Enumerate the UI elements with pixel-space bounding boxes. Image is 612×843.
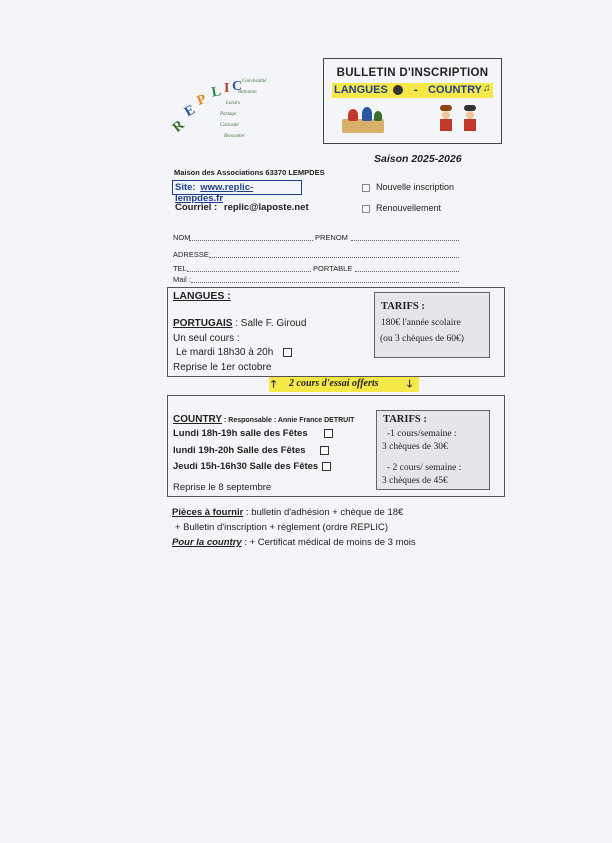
title-box bbox=[323, 58, 502, 144]
site-line bbox=[172, 180, 302, 204]
logo bbox=[172, 76, 272, 142]
option-renew[interactable] bbox=[362, 203, 441, 213]
pieces-text: : bulletin d'adhésion + chèque de 18€ bbox=[243, 507, 404, 518]
label-portable: PORTABLE bbox=[313, 264, 353, 273]
country-slot-2-label: lundi 19h-20h Salle des Fêtes bbox=[173, 445, 306, 456]
checkbox-renew[interactable] bbox=[362, 205, 370, 213]
tagline-1: Convivialité bbox=[242, 79, 267, 84]
langues-box bbox=[167, 287, 505, 377]
option-new-label: Nouvelle inscription bbox=[376, 182, 455, 192]
pieces-line-2: + Bulletin d'inscription + règlement (ordre REPLIC) bbox=[175, 522, 389, 533]
tagline-2: Initiation bbox=[238, 90, 257, 95]
country-slot-3-label: Jeudi 15h-16h30 Salle des Fêtes bbox=[173, 461, 319, 472]
checkbox-slot-2[interactable] bbox=[320, 446, 329, 455]
svg-text:I: I bbox=[224, 81, 230, 96]
option-new[interactable] bbox=[362, 182, 454, 192]
form-row-tel bbox=[173, 264, 459, 274]
country-tarifs-title: TARIFS : bbox=[383, 414, 427, 425]
tagline-4: Partage bbox=[220, 112, 237, 117]
country-tarifs-l2: 3 chèques de 30€ bbox=[382, 442, 448, 452]
logo-taglines bbox=[212, 76, 266, 142]
label-prenom: PRENOM bbox=[315, 233, 348, 242]
form-row-nom bbox=[173, 233, 459, 243]
langues-tarifs-title: TARIFS : bbox=[381, 301, 425, 312]
label-adresse: ADRESSE bbox=[173, 250, 209, 259]
option-renew-label: Renouvellement bbox=[376, 203, 442, 213]
label-mail: Mail : bbox=[173, 275, 191, 284]
email-label: Courriel : bbox=[175, 202, 218, 213]
langues-room: : Salle F. Giroud bbox=[232, 318, 307, 329]
country-heading: COUNTRY bbox=[173, 414, 223, 425]
arrow-up-icon: 🡑 bbox=[271, 379, 277, 390]
langues-heading: LANGUES : bbox=[173, 290, 231, 302]
trial-banner bbox=[269, 377, 419, 392]
subtitle-country: COUNTRY bbox=[428, 84, 482, 96]
country-cert-label: Pour la country bbox=[172, 537, 242, 548]
langues-tarifs bbox=[374, 292, 490, 358]
country-tarifs-l3: - 2 cours/ semaine : bbox=[387, 463, 462, 473]
label-nom: NOM bbox=[173, 233, 191, 242]
pieces-label: Pièces à fournir bbox=[172, 507, 244, 518]
field-portable[interactable] bbox=[355, 271, 459, 272]
globe-icon bbox=[393, 85, 403, 95]
arrow-down-icon: 🡓 bbox=[407, 379, 413, 390]
country-slot-1 bbox=[173, 428, 333, 439]
subtitle-langues: LANGUES bbox=[334, 84, 388, 96]
country-slot-3 bbox=[173, 461, 331, 472]
country-slot-1-label: Lundi 18h-19h salle des Fêtes bbox=[173, 428, 308, 439]
title: BULLETIN D'INSCRIPTION bbox=[336, 67, 489, 79]
trial-text: 2 cours d'essai offerts bbox=[289, 378, 379, 389]
books-illustration bbox=[338, 103, 388, 137]
langues-slot-row bbox=[176, 347, 292, 358]
checkbox-new[interactable] bbox=[362, 184, 370, 192]
svg-text:P: P bbox=[195, 91, 209, 110]
country-cert-text: : + Certificat médical de moins de 3 mois bbox=[241, 537, 416, 548]
checkbox-langues-slot[interactable] bbox=[283, 348, 292, 357]
country-tarifs bbox=[376, 410, 490, 490]
langues-single: Un seul cours : bbox=[173, 333, 240, 344]
site-link[interactable]: www.replic-lempdes.fr bbox=[175, 182, 254, 204]
svg-text:R: R bbox=[170, 117, 188, 136]
langues-restart: Reprise le 1er octobre bbox=[173, 362, 272, 373]
pieces-line bbox=[172, 507, 403, 518]
field-prenom[interactable] bbox=[351, 240, 459, 241]
field-adresse[interactable] bbox=[209, 257, 459, 258]
country-manager: : Responsable : Annie France DETRUIT bbox=[222, 417, 355, 424]
country-cert-line bbox=[172, 537, 416, 548]
checkbox-slot-1[interactable] bbox=[324, 429, 333, 438]
country-slot-2 bbox=[173, 445, 329, 456]
address: Maison des Associations 63370 LEMPDES bbox=[174, 168, 325, 177]
dancers-illustration bbox=[434, 101, 484, 137]
country-tarifs-l1: -1 cours/semaine : bbox=[387, 429, 457, 439]
label-tel: TEL bbox=[173, 264, 187, 273]
site-label: Site: bbox=[175, 182, 196, 193]
field-tel[interactable] bbox=[187, 271, 311, 272]
country-box bbox=[167, 395, 505, 497]
form-row-adresse bbox=[173, 250, 459, 260]
langues-slot: Le mardi 18h30 à 20h bbox=[176, 347, 274, 358]
subtitle-banner bbox=[332, 83, 493, 98]
form-row-mail bbox=[173, 275, 459, 285]
checkbox-slot-3[interactable] bbox=[322, 462, 331, 471]
email-line bbox=[175, 202, 309, 213]
country-heading-row bbox=[173, 409, 354, 427]
svg-text:C: C bbox=[232, 79, 243, 94]
tagline-6: Rencontre bbox=[224, 134, 245, 139]
langues-tarifs-line2: (ou 3 chèques de 60€) bbox=[380, 334, 464, 344]
season: Saison 2025-2026 bbox=[374, 153, 462, 165]
subtitle-sep: - bbox=[414, 84, 418, 96]
music-note-icon: ♫ bbox=[483, 83, 491, 94]
country-tarifs-l4: 3 chèques de 45€ bbox=[382, 476, 448, 486]
langues-lang: PORTUGAIS bbox=[173, 318, 233, 329]
svg-text:L: L bbox=[210, 84, 223, 101]
field-mail[interactable] bbox=[191, 282, 459, 283]
langues-tarifs-line1: 180€ l'année scolaire bbox=[381, 318, 461, 328]
tagline-5: Curiosité bbox=[220, 123, 239, 128]
field-nom[interactable] bbox=[189, 240, 313, 241]
email-value[interactable]: replic@laposte.net bbox=[223, 202, 309, 213]
country-restart: Reprise le 8 septembre bbox=[173, 482, 272, 493]
svg-text:E: E bbox=[182, 102, 198, 121]
langues-course bbox=[173, 318, 306, 329]
tagline-3: Loisirs bbox=[226, 101, 240, 106]
